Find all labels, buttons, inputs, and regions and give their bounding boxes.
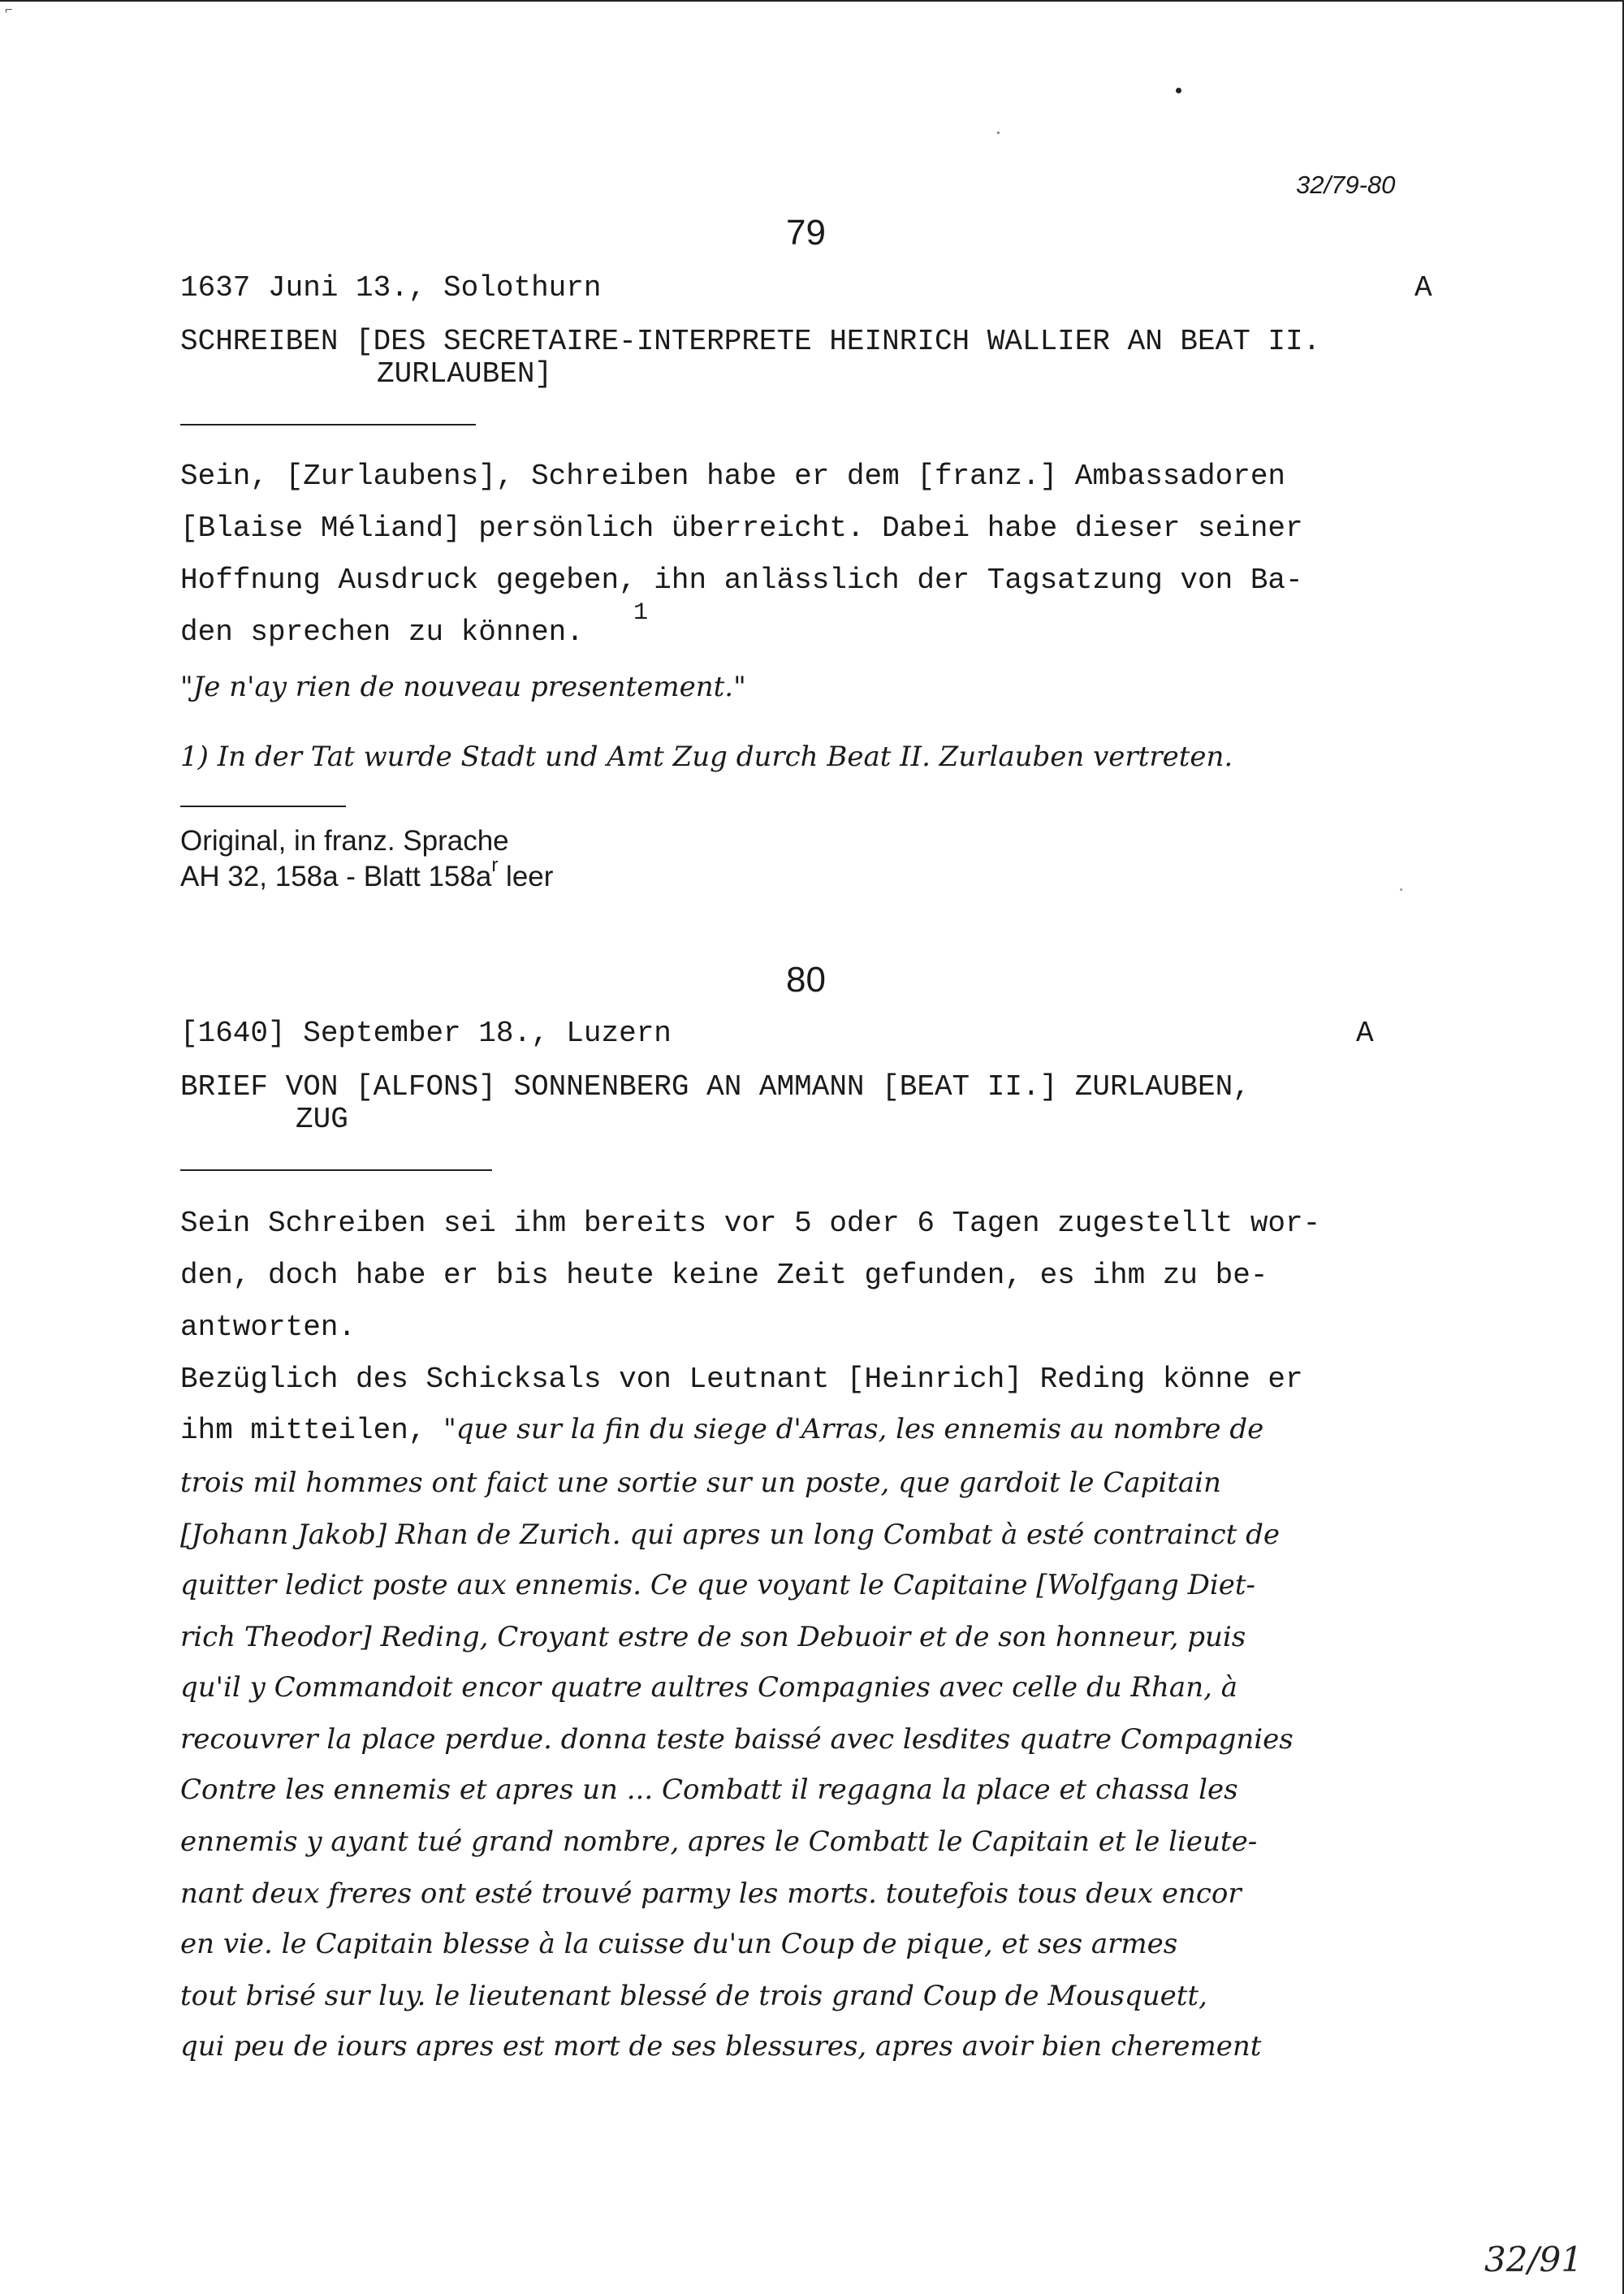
doc80-quote-line: rich Theodor] Reding, Croyant estre de son Debuoir et de son honneur, puis: [180, 1621, 1246, 1653]
doc80-title-line1: BRIEF VON [ALFONS] SONNENBERG AN AMMANN [BEAT II.] ZURLAUBEN,: [180, 1070, 1250, 1104]
doc79-provenance-line1: Original, in franz. Sprache: [180, 825, 509, 857]
doc79-provenance-line2: [180, 854, 554, 893]
doc80-type-letter: A: [1356, 1017, 1374, 1050]
doc80-title-line2: ZUG: [296, 1103, 348, 1136]
doc80-date-place: [1640] September 18., Luzern: [180, 1017, 672, 1050]
doc79-body-line: Hoffnung Ausdruck gegeben, ihn anlässlich der Tagsatzung von Ba-: [180, 564, 1303, 597]
corner-mark: ⌐: [5, 3, 13, 18]
doc79-body-line: [Blaise Méliand] persönlich überreicht. Dabei habe dieser seiner: [180, 512, 1303, 545]
doc79-footnote-rule: [180, 806, 346, 807]
doc79-title-line2: ZURLAUBEN]: [377, 357, 553, 391]
doc80-title-rule: [180, 1169, 492, 1171]
doc80-body-line: Sein Schreiben sei ihm bereits vor 5 oder 6 Tagen zugestellt wor-: [180, 1207, 1321, 1240]
doc79-body-line: den sprechen zu können.: [180, 616, 584, 649]
doc79-footnote: 1) In der Tat wurde Stadt und Amt Zug durch Beat II. Zurlauben vertreten.: [180, 741, 1233, 773]
doc80-quote-line: recouvrer la place perdue. donna teste baissé avec lesdites quatre Compagnies: [180, 1723, 1294, 1756]
doc79-provenance-leer: leer: [498, 861, 554, 892]
doc80-quote-line: ennemis y ayant tué grand nombre, apres le Combatt le Capitain et le lieute-: [180, 1825, 1258, 1858]
doc80-mixed-prefix: ihm mitteilen,: [180, 1414, 444, 1447]
document-number-79: 79: [786, 213, 826, 253]
doc79-provenance-sup: r: [491, 854, 499, 876]
doc80-body-line: antworten.: [180, 1311, 356, 1344]
doc79-provenance-ref: AH 32, 158a - Blatt 158a: [180, 861, 492, 892]
doc80-body-line: den, doch habe er bis heute keine Zeit gefunden, es ihm zu be-: [180, 1259, 1268, 1292]
doc80-quote-line: qui peu de iours apres est mort de ses blessures, apres avoir bien cherement: [180, 2030, 1262, 2063]
doc80-quote-line: tout brisé sur luy. le lieutenant blessé de trois grand Coup de Mousquett,: [180, 1980, 1207, 2012]
handwritten-page-mark: 32/91: [1484, 2240, 1583, 2279]
document-number-80: 80: [786, 960, 826, 1000]
doc80-quote-line: [Johann Jakob] Rhan de Zurich. qui apres un long Combat à esté contrainct de: [180, 1519, 1280, 1551]
doc80-quote-line: qu'il y Commandoit encor quatre aultres Compagnies avec celle du Rhan, à: [180, 1671, 1237, 1704]
doc80-quote-line: quitter ledict poste aux ennemis. Ce que voyant le Capitaine [Wolfgang Diet-: [180, 1569, 1255, 1601]
doc80-quote-line: Contre les ennemis et apres un ... Combatt il regagna la place et chassa les: [180, 1773, 1238, 1806]
doc79-title-line1: SCHREIBEN [DES SECRETAIRE-INTERPRETE HEINRICH WALLIER AN BEAT II.: [180, 325, 1321, 358]
scan-speck: [997, 132, 1000, 134]
doc79-body-line: Sein, [Zurlaubens], Schreiben habe er dem [franz.] Ambassadoren: [180, 460, 1286, 493]
doc80-quote-line: trois mil hommes ont faict une sortie sur un poste, que gardoit le Capitain: [180, 1467, 1221, 1499]
doc79-quote: "Je n'ay rien de nouveau presentement.": [180, 671, 746, 703]
doc79-footnote-ref: 1: [633, 599, 649, 627]
doc80-quote-line: en vie. le Capitain blesse à la cuisse du'un Coup de pique, et ses armes: [180, 1928, 1178, 1960]
doc80-mixed-line: [180, 1413, 1263, 1447]
archive-reference: 32/79-80: [1296, 171, 1396, 199]
doc79-type-letter: A: [1415, 271, 1432, 305]
doc79-date-place: 1637 Juni 13., Solothurn: [180, 271, 602, 305]
doc79-title-rule: [180, 424, 476, 426]
scan-speck: [1176, 88, 1181, 93]
doc80-quote-line: nant deux freres ont esté trouvé parmy les morts. toutefois tous deux encor: [180, 1877, 1242, 1910]
doc80-quote-start: "que sur la fin du siege d'Arras, les ennemis au nombre de: [443, 1413, 1264, 1445]
doc80-body-line: Bezüglich des Schicksals von Leutnant [Heinrich] Reding könne er: [180, 1363, 1303, 1396]
scan-speck: [1400, 888, 1402, 891]
